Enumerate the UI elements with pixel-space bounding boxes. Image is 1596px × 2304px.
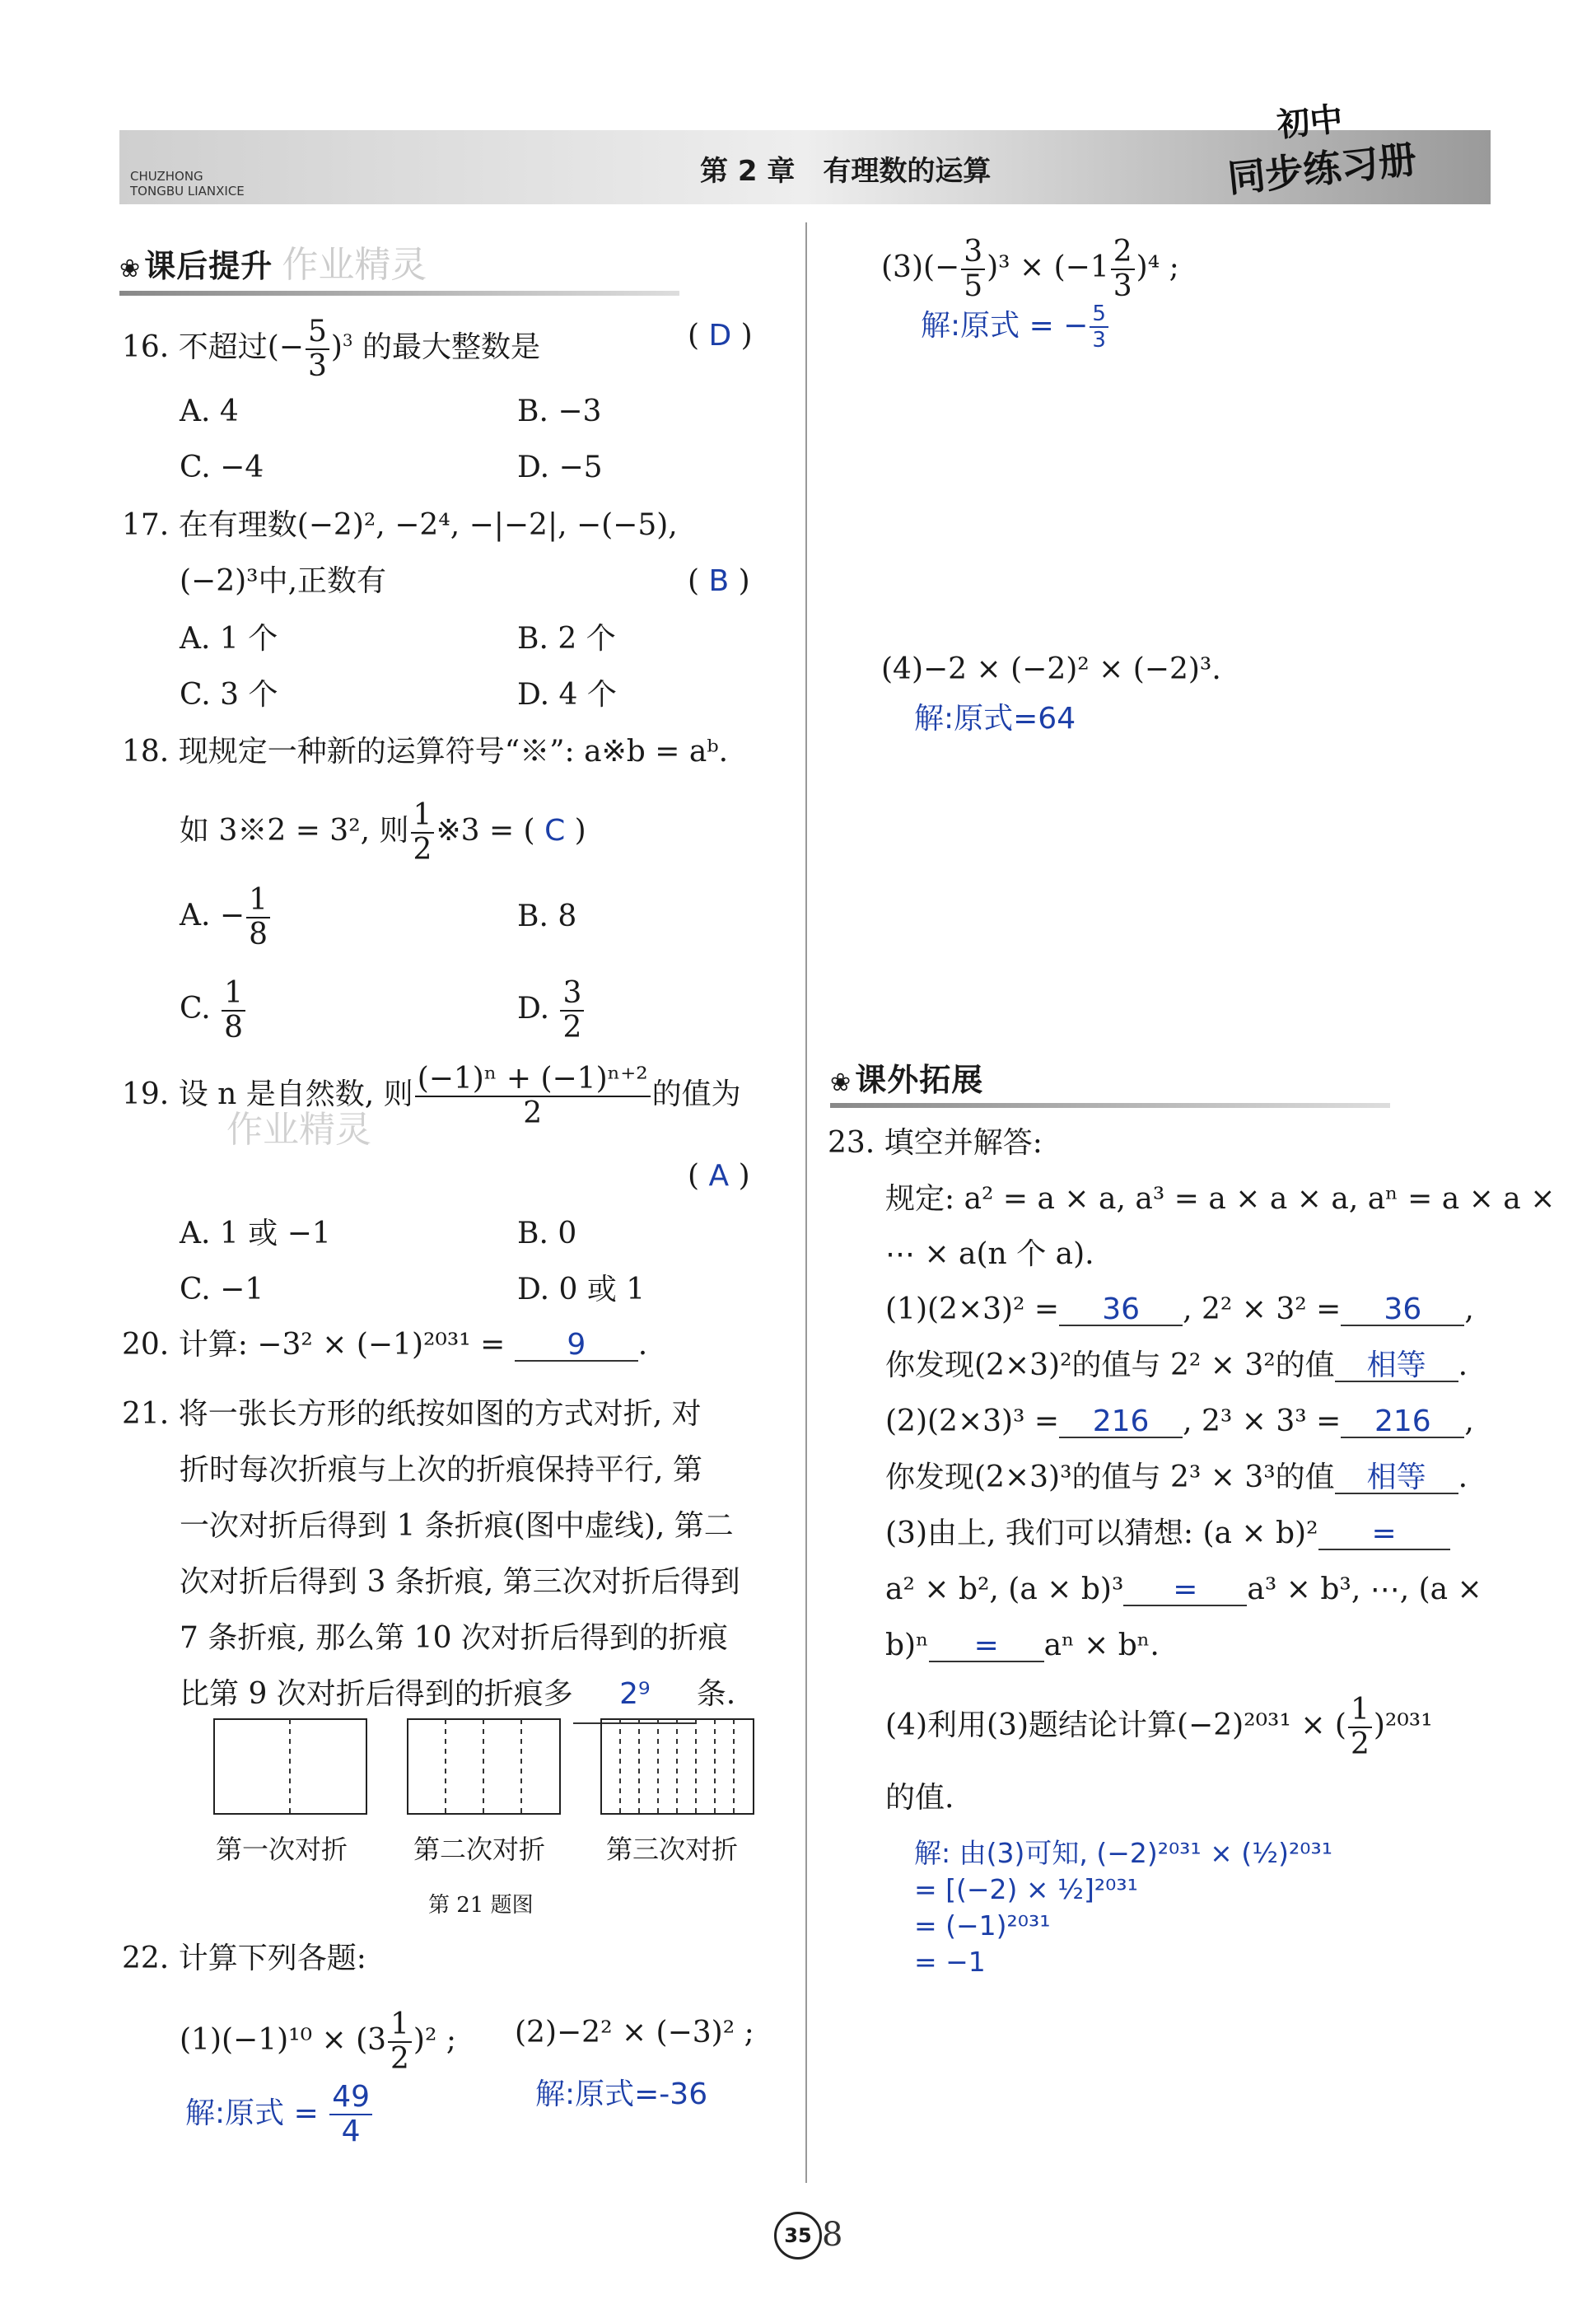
watermark: 作业精灵 bbox=[282, 244, 427, 286]
fig-caption: 第 21 题图 bbox=[428, 1893, 534, 1918]
paw-icon-2: ❀ bbox=[830, 1068, 852, 1097]
q17-opt-b: B. 2 个 bbox=[517, 622, 616, 656]
q16-opt-c: C. −4 bbox=[180, 451, 264, 484]
q20-period: . bbox=[637, 1328, 648, 1362]
q23-line-3: (2)(2×3)³ = 216 , 2³ × 3³ = 216 , bbox=[885, 1404, 1474, 1438]
q23-line-9: 的值. bbox=[885, 1781, 954, 1815]
q23-solution bbox=[914, 1835, 1332, 1980]
question-18-line1 bbox=[122, 737, 728, 767]
q21-line-1: 21. 将一张长方形的纸按如图的方式对折, 对 bbox=[122, 1397, 702, 1431]
q19-number: 19. bbox=[122, 1077, 170, 1111]
brand-line-2: TONGBU LIANXICE bbox=[130, 184, 245, 199]
question-22 bbox=[122, 1944, 366, 1974]
q19-opt-d: D. 0 或 1 bbox=[517, 1273, 646, 1306]
question-23 bbox=[828, 1126, 1043, 1160]
q19-answer-paren: ( A ) bbox=[688, 1159, 750, 1193]
q18-paren-close: ) bbox=[574, 814, 586, 848]
q19-text-1: 设 n 是自然数, 则 bbox=[178, 1077, 413, 1111]
q20-number: 20. bbox=[122, 1328, 170, 1362]
q21-line-2: 折时每次折痕与上次的折痕保持平行, 第 bbox=[180, 1453, 702, 1487]
q23-line-1: (1)(2×3)² = 36 , 2² × 3² = 36 , bbox=[885, 1292, 1474, 1326]
q18-number: 18. bbox=[122, 735, 170, 769]
q23-answer-3b: 216 bbox=[1341, 1407, 1464, 1438]
column-divider bbox=[805, 222, 807, 2183]
question-18-line2 bbox=[180, 798, 586, 867]
q23-answer-4: 相等 bbox=[1335, 1463, 1458, 1494]
page-ornament: 8 bbox=[822, 2216, 843, 2254]
q22-part-2: (2)−2² × (−3)² ; bbox=[515, 2016, 754, 2049]
q18-text-2a: 如 3※2 = 3², 则 bbox=[180, 814, 409, 848]
q23-sol-1: 解: 由(3)可知, (−2)²⁰³¹ × (½)²⁰³¹ bbox=[914, 1837, 1332, 1869]
paw-icon: ❀ bbox=[119, 255, 141, 283]
q23-sol-3: = (−1)²⁰³¹ bbox=[914, 1909, 1051, 1942]
question-20 bbox=[122, 1330, 647, 1362]
q16-answer-paren: ( D ) bbox=[688, 319, 753, 353]
q20-text: 计算: −3² × (−1)²⁰³¹ = bbox=[178, 1328, 506, 1362]
q22-part-3: (3)(− $\frac{3}{5}$ )³ × (−1 $\frac{2}{3}$ )⁴ ; bbox=[881, 235, 1179, 303]
q23-sol-4: = −1 bbox=[914, 1946, 986, 1978]
q23-line-5: (3)由上, 我们可以猜想: (a × b)² = bbox=[885, 1519, 1450, 1550]
q16-opt-a: A. 4 bbox=[180, 395, 239, 428]
fold-label-2: 第二次对折 bbox=[413, 1834, 546, 1865]
section-underline bbox=[119, 291, 679, 296]
q18-opt-b: B. 8 bbox=[517, 900, 577, 933]
q23-answer-2: 相等 bbox=[1335, 1351, 1458, 1382]
q17-text-1: 在有理数(−2)², −2⁴, −|−2|, −(−5), bbox=[178, 508, 678, 542]
q18-opt-d: D. $\frac{3}{2}$ bbox=[517, 979, 586, 1043]
q17-answer: B bbox=[708, 564, 730, 598]
question-17-line1 bbox=[122, 508, 678, 542]
q19-text-2: 的值为 bbox=[651, 1077, 741, 1111]
brand-line-1: CHUZHONG bbox=[130, 169, 203, 184]
q18-opt-c: C. $\frac{1}{8}$ bbox=[180, 979, 247, 1043]
q17-opt-a: A. 1 个 bbox=[180, 622, 278, 656]
logo-line-2: 同步练习册 bbox=[1225, 137, 1419, 201]
q23-answer-1a: 36 bbox=[1059, 1295, 1183, 1326]
section-title-extension: 课外拓展 bbox=[855, 1062, 984, 1098]
question-21 bbox=[122, 1386, 740, 1724]
q20-answer: 9 bbox=[515, 1330, 638, 1362]
q19-answer: A bbox=[708, 1159, 730, 1193]
q23-answer-6: = bbox=[1123, 1575, 1247, 1606]
q17-number: 17. bbox=[122, 508, 170, 542]
brand-small bbox=[130, 169, 245, 199]
q18-opt-a: A. − $\frac{1}{8}$ bbox=[180, 886, 272, 950]
q21-answer: 2⁹ bbox=[573, 1666, 697, 1724]
section-underline-2 bbox=[830, 1103, 1390, 1108]
section-after-class bbox=[119, 235, 679, 296]
q16-opt-d: D. −5 bbox=[517, 451, 603, 484]
q18-half: $\frac{1}{2}$ bbox=[411, 801, 435, 865]
chapter-title: 第 2 章 有理数的运算 bbox=[700, 155, 992, 188]
fold-figure bbox=[212, 1717, 756, 1820]
q16-answer: D bbox=[708, 319, 732, 353]
q16-text-after: 的最大整数是 bbox=[362, 330, 540, 364]
page-number-badge bbox=[774, 2212, 822, 2260]
q19-fraction: $\frac{\text{(−1)ⁿ + (−1)ⁿ⁺²}}{2}$ bbox=[415, 1064, 651, 1129]
q16-opt-b: B. −3 bbox=[517, 395, 602, 428]
q23-rule-1: 规定: a² = a × a, a³ = a × a × a, aⁿ = a × a × bbox=[885, 1182, 1556, 1216]
page-number: 35 bbox=[784, 2224, 812, 2247]
q23-line-7: b)ⁿ = aⁿ × bⁿ. bbox=[885, 1629, 1160, 1662]
q21-line-3: 一次对折后得到 1 条折痕(图中虚线), 第二 bbox=[180, 1509, 734, 1543]
q17-opt-c: C. 3 个 bbox=[180, 678, 278, 712]
q23-line-6: a² × b², (a × b)³ = a³ × b³, ⋯, (a × bbox=[885, 1573, 1482, 1606]
question-17-line2: (−2)³中,正数有 bbox=[180, 564, 387, 598]
q19-opt-b: B. 0 bbox=[517, 1217, 577, 1250]
q22-answer-2: 解:原式=-36 bbox=[535, 2077, 708, 2111]
q23-answer-3a: 216 bbox=[1059, 1407, 1183, 1438]
q17-answer-paren: ( B ) bbox=[688, 564, 750, 598]
q22-part-4: (4)−2 × (−2)² × (−2)³. bbox=[881, 652, 1221, 686]
section-title-after-class: 课后提升 bbox=[144, 248, 273, 284]
q18-answer: C bbox=[544, 814, 566, 848]
question-19 bbox=[122, 1064, 741, 1129]
q18-text-1: 现规定一种新的运算符号“※”: a※b = aᵇ. bbox=[178, 735, 729, 769]
q23-answer-7: = bbox=[929, 1631, 1044, 1662]
q16-exponent: 3 bbox=[342, 331, 353, 350]
series-logo bbox=[1225, 92, 1419, 201]
section-extension bbox=[830, 1054, 1390, 1108]
q22-answer-1: 解:原式 = $\frac{49}{4}$ bbox=[185, 2082, 374, 2147]
q21-line-4: 次对折后得到 3 条折痕, 第三次对折后得到 bbox=[180, 1565, 740, 1599]
q22-part-1: (1)(−1)¹⁰ × (3 $\frac{1}{2}$ )² ; bbox=[180, 2007, 456, 2076]
q23-answer-1b: 36 bbox=[1341, 1295, 1464, 1326]
q16-number: 16. bbox=[122, 330, 170, 364]
q18-text-2b: ※3 = ( bbox=[436, 814, 535, 848]
watermark-2: 作业精灵 bbox=[226, 1109, 371, 1151]
q16-fraction: $\frac{5}{3}$ bbox=[306, 317, 329, 381]
q23-line-8: (4)利用(3)题结论计算(−2)²⁰³¹ × ( $\frac{1}{2}$ )²⁰³¹ bbox=[885, 1693, 1433, 1761]
q23-number: 23. bbox=[828, 1126, 875, 1160]
q23-title: 填空并解答: bbox=[884, 1126, 1043, 1160]
fold-label-1: 第一次对折 bbox=[216, 1834, 348, 1865]
q17-opt-d: D. 4 个 bbox=[517, 678, 617, 712]
q23-rule-2: ⋯ × a(n 个 a). bbox=[885, 1237, 1094, 1271]
q22-answer-4: 解:原式=64 bbox=[914, 702, 1076, 736]
q23-answer-5: = bbox=[1318, 1519, 1450, 1550]
q22-text: 计算下列各题: bbox=[178, 1942, 366, 1975]
q22-number: 22. bbox=[122, 1942, 170, 1975]
q21-line-5: 7 条折痕, 那么第 10 次对折后得到的折痕 bbox=[180, 1621, 728, 1655]
logo-line-1: 初中 bbox=[1275, 100, 1345, 145]
q19-opt-a: A. 1 或 −1 bbox=[180, 1217, 331, 1250]
q23-sol-2: = [(−2) × ½]²⁰³¹ bbox=[914, 1873, 1138, 1905]
q21-line-6: 比第 9 次对折后得到的折痕多 2⁹ 条. bbox=[180, 1666, 740, 1724]
fold-label-3: 第三次对折 bbox=[606, 1834, 739, 1865]
question-16: 16. 不超过(− $\frac{5}{3}$ )$^3$ 的最大整数是 bbox=[122, 315, 540, 383]
q16-text: 不超过 bbox=[178, 330, 268, 364]
q23-line-2: 你发现(2×3)²的值与 2² × 3²的值 相等 . bbox=[885, 1348, 1468, 1382]
q23-line-4: 你发现(2×3)³的值与 2³ × 3³的值 相等 . bbox=[885, 1460, 1468, 1494]
q19-opt-c: C. −1 bbox=[180, 1273, 264, 1306]
q22-answer-3: 解:原式 = − $\frac{5}{3}$ bbox=[921, 303, 1110, 351]
